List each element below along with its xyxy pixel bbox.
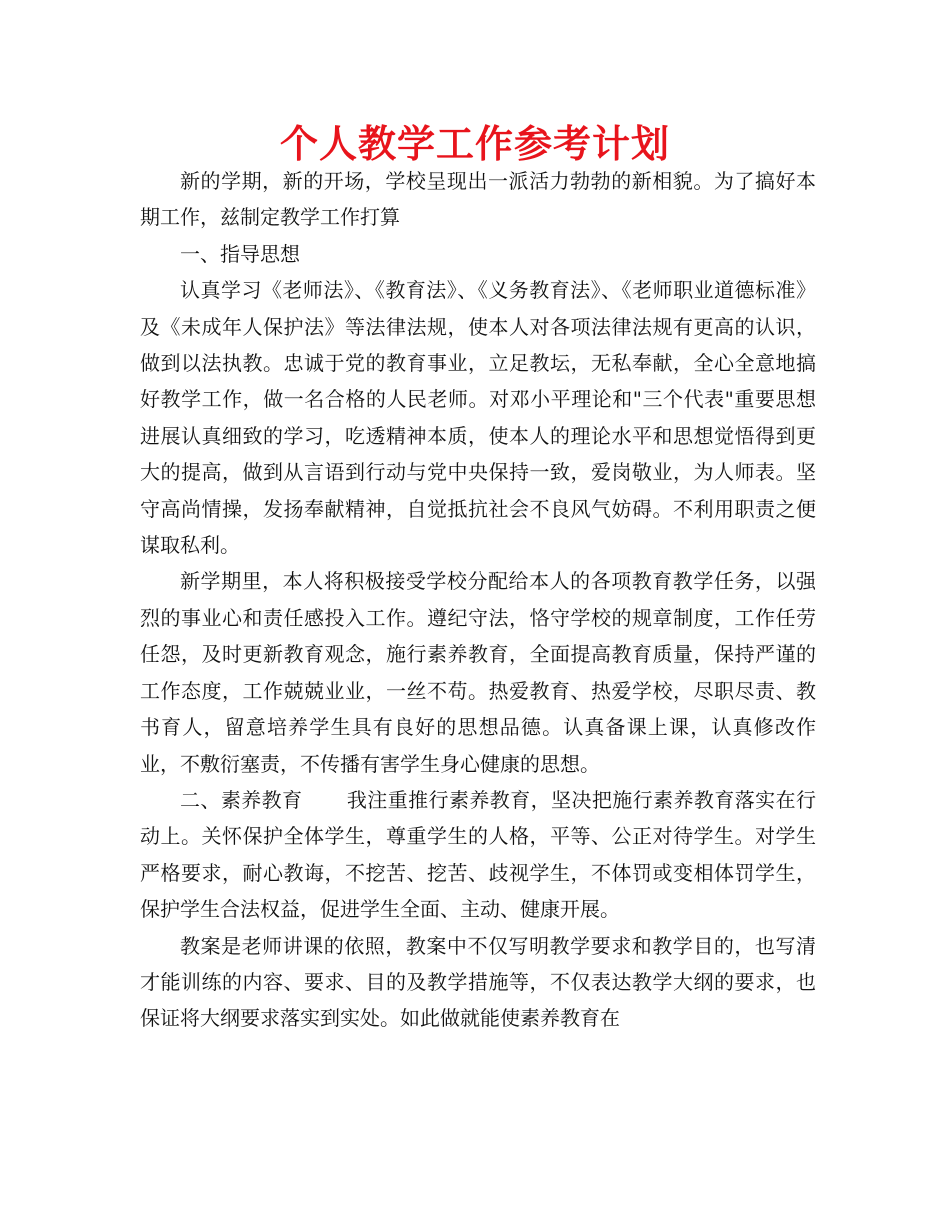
paragraph-new-term: 新学期里，本人将积极接受学校分配给本人的各项教育教学任务，以强烈的事业心和责任感投入工作。遵纪守法，恪守学校的规章制度，工作任劳任怨，及时更新教育观念，施行素养教育，全面提高教育质量，保持严谨的工作态度，工作兢兢业业，一丝不苟。热爱教育、热爱学校，尽职尽责、教书育人，留意培养学生具有良好的思想品德。认真备课上课，认真修改作业，不敷衍塞责，不传播有害学生身心健康的思想。 xyxy=(140,569,816,776)
section-heading-quality-education: 二、素养教育 xyxy=(180,787,303,812)
document-title: 个人教学工作参考计划 xyxy=(279,122,670,166)
paragraph-guiding-thought: 认真学习《老师法》、《教育法》、《义务教育法》、《老师职业道德标准》及《未成年人保护法》等法律法规，使本人对各项法律法规有更高的认识，做到以法执教。忠诚于党的教育事业，立足教坛，无私奉献，全心全意地搞好教学工作，做一名合格的人民老师。对邓小平理论和"三个代表"重要思想进展认真细致的学习，吃透精神本质，使本人的理论水平和思想觉悟得到更大的提高，做到从言语到行动与党中央保持一致，爱岗敬业，为人师表。坚守高尚情操，发扬奉献精神，自觉抵抗社会不良风气妨碍。不利用职责之便谋取私利。 xyxy=(140,278,816,558)
paragraph-quality-education xyxy=(140,782,816,928)
section-heading-guiding-thought: 一、指导思想 xyxy=(180,241,300,266)
quality-education-text: 我注重推行素养教育，坚决把施行素养教育落实在行动上。关怀保护全体学生，尊重学生的人格，平等、公正对待学生。对学生严格要求，耐心教诲，不挖苦、挖苦、歧视学生，不体罚或变相体罚学生，保护学生合法权益，促进学生全面、主动、健康开展。 xyxy=(140,787,817,922)
document-body xyxy=(140,163,816,1037)
paragraph-lesson-plan: 教案是老师讲课的依照，教案中不仅写明教学要求和教学目的，也写清才能训练的内容、要求、目的及教学措施等，不仅表达教学大纲的要求，也保证将大纲要求落实到实处。如此做就能使素养教育在 xyxy=(140,933,816,1031)
paragraph-intro: 新的学期，新的开场，学校呈现出一派活力勃勃的新相貌。为了搞好本期工作，兹制定教学工作打算 xyxy=(140,169,816,230)
